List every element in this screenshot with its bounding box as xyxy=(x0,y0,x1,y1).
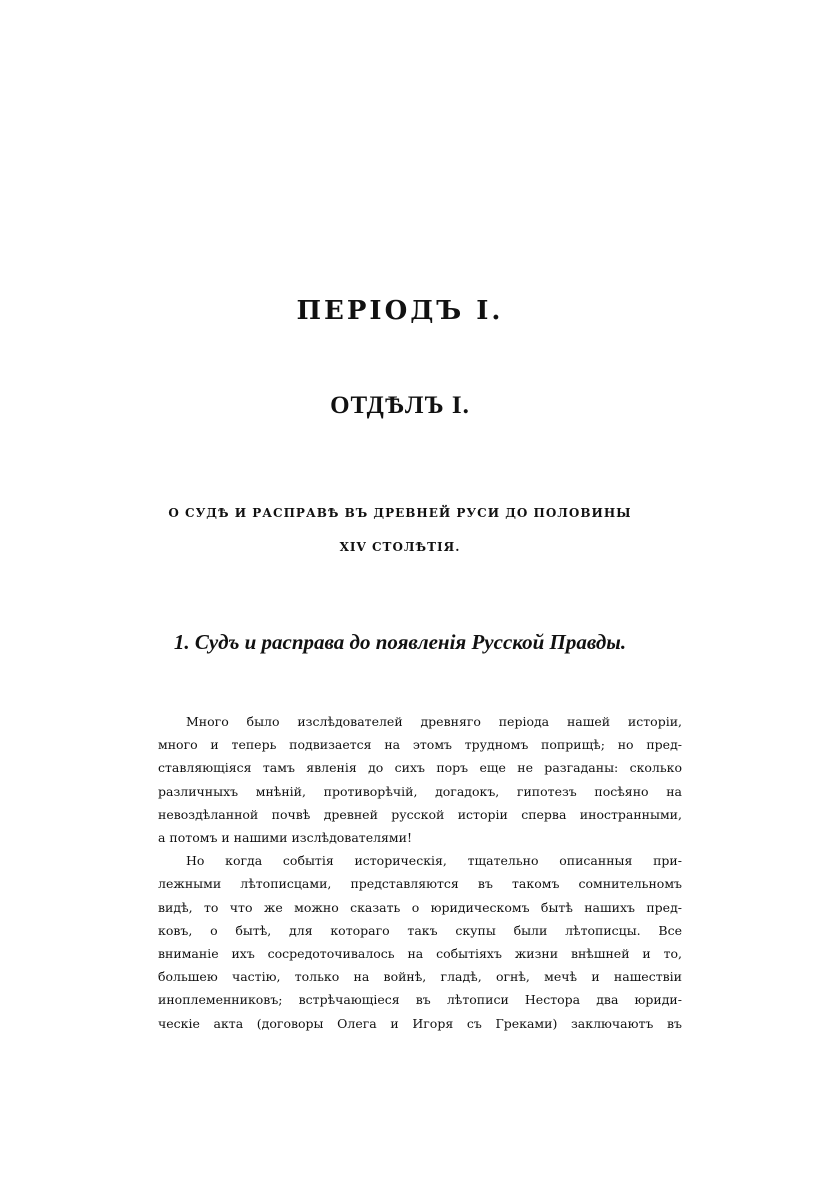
text-line: ческіе акта (договоры Олега и Игоря съ Греками) заключаютъ въ xyxy=(158,1015,682,1031)
text-line: ковъ, о бытѣ, для котораго такъ скупы были лѣтописцы. Все xyxy=(158,922,682,938)
text-line: лежными лѣтописцами, представляются въ такомъ сомнительномъ xyxy=(158,876,682,892)
paragraph-2 xyxy=(158,849,682,1035)
text-line: различныхъ мнѣній, противорѣчій, догадокъ, гипотезъ посѣяно на xyxy=(158,783,682,799)
text-line: видѣ, то что же можно сказать о юридическомъ бытѣ нашихъ пред- xyxy=(158,899,682,915)
text-line: невоздѣланной почвѣ древней русской исторіи сперва иностранными, xyxy=(158,806,682,822)
text-line: вниманіе ихъ сосредоточивалось на событіяхъ жизни внѣшней и то, xyxy=(158,946,682,962)
chapter-heading-line-2: XIV СТОЛѢТІЯ. xyxy=(339,540,461,554)
text-line: иноплеменниковъ; встрѣчающіеся въ лѣтописи Нестора два юриди- xyxy=(158,992,682,1008)
subheading: 1. Судъ и расправа до появленія Русской Правды. xyxy=(173,630,627,654)
chapter-heading-line-1: О СУДѢ И РАСПРАВѢ ВЪ ДРЕВНЕЙ РУСИ ДО ПОЛОВИНЫ xyxy=(168,506,632,520)
text-line: большею частію, только на войнѣ, гладѣ, огнѣ, мечѣ и нашествіи xyxy=(158,969,682,985)
chapter-heading xyxy=(0,496,800,564)
body-text xyxy=(158,710,682,1035)
paragraph-1 xyxy=(158,710,682,849)
text-line: ставляющіяся тамъ явленія до сихъ поръ еще не разгаданы: сколько xyxy=(158,760,682,776)
text-line: много и теперь подвизается на этомъ трудномъ поприщѣ; но пред- xyxy=(158,737,682,753)
section-title: ОТДѢЛЪ I. xyxy=(330,392,470,419)
period-title: ПЕРІОДЪ I. xyxy=(296,296,504,326)
text-line: а потомъ и нашими изслѣдователями! xyxy=(158,830,412,846)
text-line: Но когда событія историческія, тщательно описанныя при- xyxy=(186,853,682,869)
text-line: Много было изслѣдователей древняго періода нашей исторіи, xyxy=(186,714,682,729)
